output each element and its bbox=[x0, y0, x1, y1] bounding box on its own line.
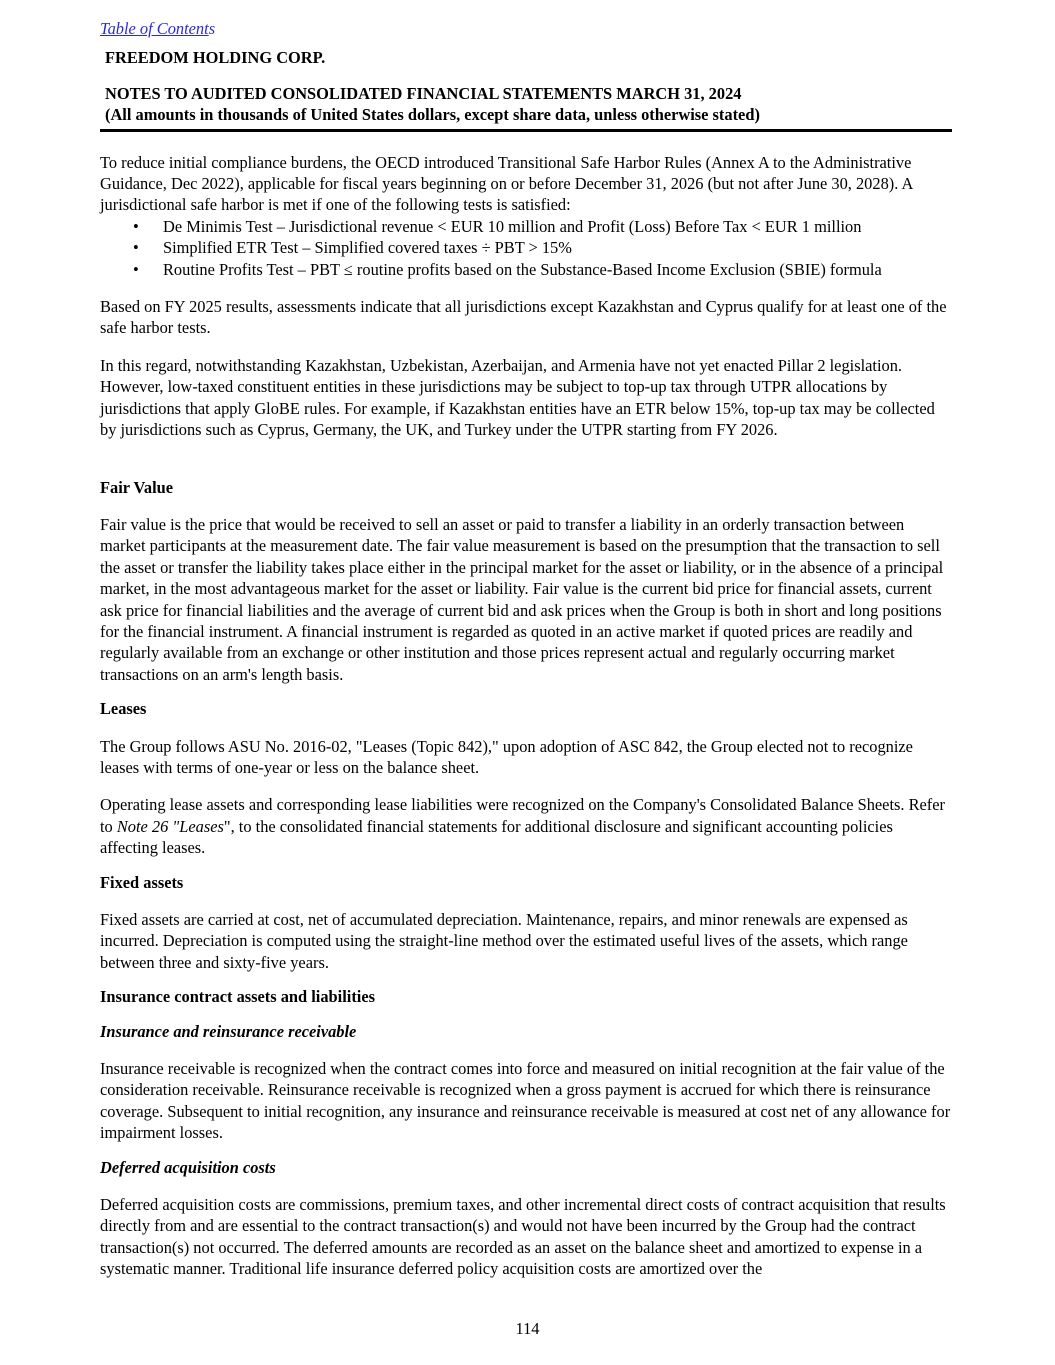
paragraph-oecd-safe-harbor: To reduce initial compliance burdens, the OECD introduced Transitional Safe Harbor Rules (Annex A to the Administrative Guidance, Dec 2022), applicable for fiscal years beginning on or before December 31, 2026 (but not after June 30, 2028). A jurisdictional safe harbor is met if one of the following tests is satisfied: bbox=[100, 152, 913, 215]
bullet-icon: • bbox=[133, 259, 139, 279]
table-of-contents-link-text: Table of Content bbox=[100, 19, 209, 38]
document-title-block bbox=[100, 83, 952, 126]
list-item-text: Simplified ETR Test – Simplified covered taxes ÷ PBT > 15% bbox=[163, 238, 572, 258]
page-number: 114 bbox=[515, 1318, 540, 1338]
list-item bbox=[100, 216, 952, 237]
list-item-text: Routine Profits Test – PBT ≤ routine profits based on the Substance-Based Income Exclusion (SBIE) formula bbox=[163, 259, 882, 279]
paragraph-leases-asu: The Group follows ASU No. 2016-02, "Leases (Topic 842)," upon adoption of ASC 842, the Group elected not to recognize leases with terms of one-year or less on the balance sheet. bbox=[100, 736, 913, 777]
heading-deferred-acquisition-costs: Deferred acquisition costs bbox=[100, 1157, 276, 1177]
paragraph-insurance-receivable: Insurance receivable is recognized when the contract comes into force and measured on initial recognition at the fair value of the consideration receivable. Reinsurance receivable is recognized when a gross payment is accrued for which there is reinsurance coverage. Subsequent to initial recognition, any insurance and reinsurance receivable is measured at cost net of any allowance for impairment losses. bbox=[100, 1059, 951, 1143]
heading-fixed-assets: Fixed assets bbox=[100, 872, 184, 892]
header-divider bbox=[100, 129, 952, 132]
toc-line bbox=[100, 18, 952, 39]
list-item bbox=[100, 237, 952, 258]
paragraph-pillar2-legislation: In this regard, notwithstanding Kazakhstan, Uzbekistan, Azerbaijan, and Armenia have not yet enacted Pillar 2 legislation. However, low-taxed constituent entities in these jurisdictions may be subject to top-up tax through UTPR allocations by jurisdictions that apply GloBE rules. For example, if Kazakhstan entities have an ETR below 15%, top-up tax may be collected by jurisdictions such as Cyprus, Germany, the UK, and Turkey under the UTPR starting from FY 2026. bbox=[100, 355, 935, 440]
table-of-contents-link-tail: s bbox=[208, 19, 216, 38]
list-item bbox=[100, 259, 952, 280]
heading-insurance-contract: Insurance contract assets and liabilities bbox=[100, 987, 375, 1007]
list-item-text: De Minimis Test – Jurisdictional revenue < EUR 10 million and Profit (Loss) Before Tax < EUR 1 million bbox=[163, 216, 862, 236]
paragraph-fy2025-results: Based on FY 2025 results, assessments indicate that all jurisdictions except Kazakhstan and Cyprus qualify for at least one of the safe harbor tests. bbox=[100, 297, 947, 338]
paragraph-fair-value: Fair value is the price that would be received to sell an asset or paid to transfer a liability in an orderly transaction between market participants at the measurement date. The fair value measurement is based on the presumption that the transaction to sell the asset or transfer the liability takes place either in the principal market for the asset or liability, or in the absence of a principal market, in the most advantageous market for the asset or liability. Fair value is the current bid price for financial assets, current ask price for financial liabilities and the average of current bid and ask prices when the Group is both in short and long positions for the financial instrument. A financial instrument is regarded as quoted in an active market if quoted prices are readily and regularly available from an exchange or other institution and those prices represent actual and regularly occurring market transactions on an arm's length basis. bbox=[100, 514, 944, 684]
paragraph-leases-operating-pre: Operating lease assets and corresponding lease liabilities were recognized on the Company's Consolidated Balance Sheets. Refer to bbox=[100, 795, 945, 836]
bullet-icon: • bbox=[133, 216, 139, 236]
heading-leases: Leases bbox=[100, 699, 147, 719]
document-subtitle: (All amounts in thousands of United States dollars, except share data, unless otherwise stated) bbox=[105, 105, 760, 125]
company-name: FREEDOM HOLDING CORP. bbox=[105, 48, 326, 68]
paragraph-fixed-assets: Fixed assets are carried at cost, net of accumulated depreciation. Maintenance, repairs, and minor renewals are expensed as incurred. Depreciation is computed using the straight-line method over the estimated useful lives of the assets, which range between three and sixty-five years. bbox=[100, 910, 908, 972]
heading-insurance-reinsurance-receivable: Insurance and reinsurance receivable bbox=[100, 1021, 357, 1041]
table-of-contents-link[interactable] bbox=[100, 19, 215, 38]
safe-harbor-tests-list bbox=[100, 216, 952, 280]
paragraph-leases-operating bbox=[100, 794, 952, 858]
note-26-leases-reference: Note 26 "Leases bbox=[116, 816, 224, 836]
paragraph-leases-operating-post: ", to the consolidated financial statements for additional disclosure and significant accounting policies affecting leases. bbox=[100, 816, 893, 858]
bullet-icon: • bbox=[133, 238, 139, 258]
paragraph-deferred-acquisition-costs: Deferred acquisition costs are commissions, premium taxes, and other incremental direct costs of contract acquisition that results directly from and are essential to the contract transaction(s) and would not have been incurred by the Group had the contract transaction(s) not occurred. The deferred amounts are recorded as an asset on the balance sheet and amortized to expense in a systematic manner. Traditional life insurance deferred policy acquisition costs are amortized over the bbox=[100, 1195, 946, 1279]
heading-fair-value: Fair Value bbox=[100, 477, 174, 497]
document-title: NOTES TO AUDITED CONSOLIDATED FINANCIAL STATEMENTS MARCH 31, 2024 bbox=[105, 83, 742, 103]
